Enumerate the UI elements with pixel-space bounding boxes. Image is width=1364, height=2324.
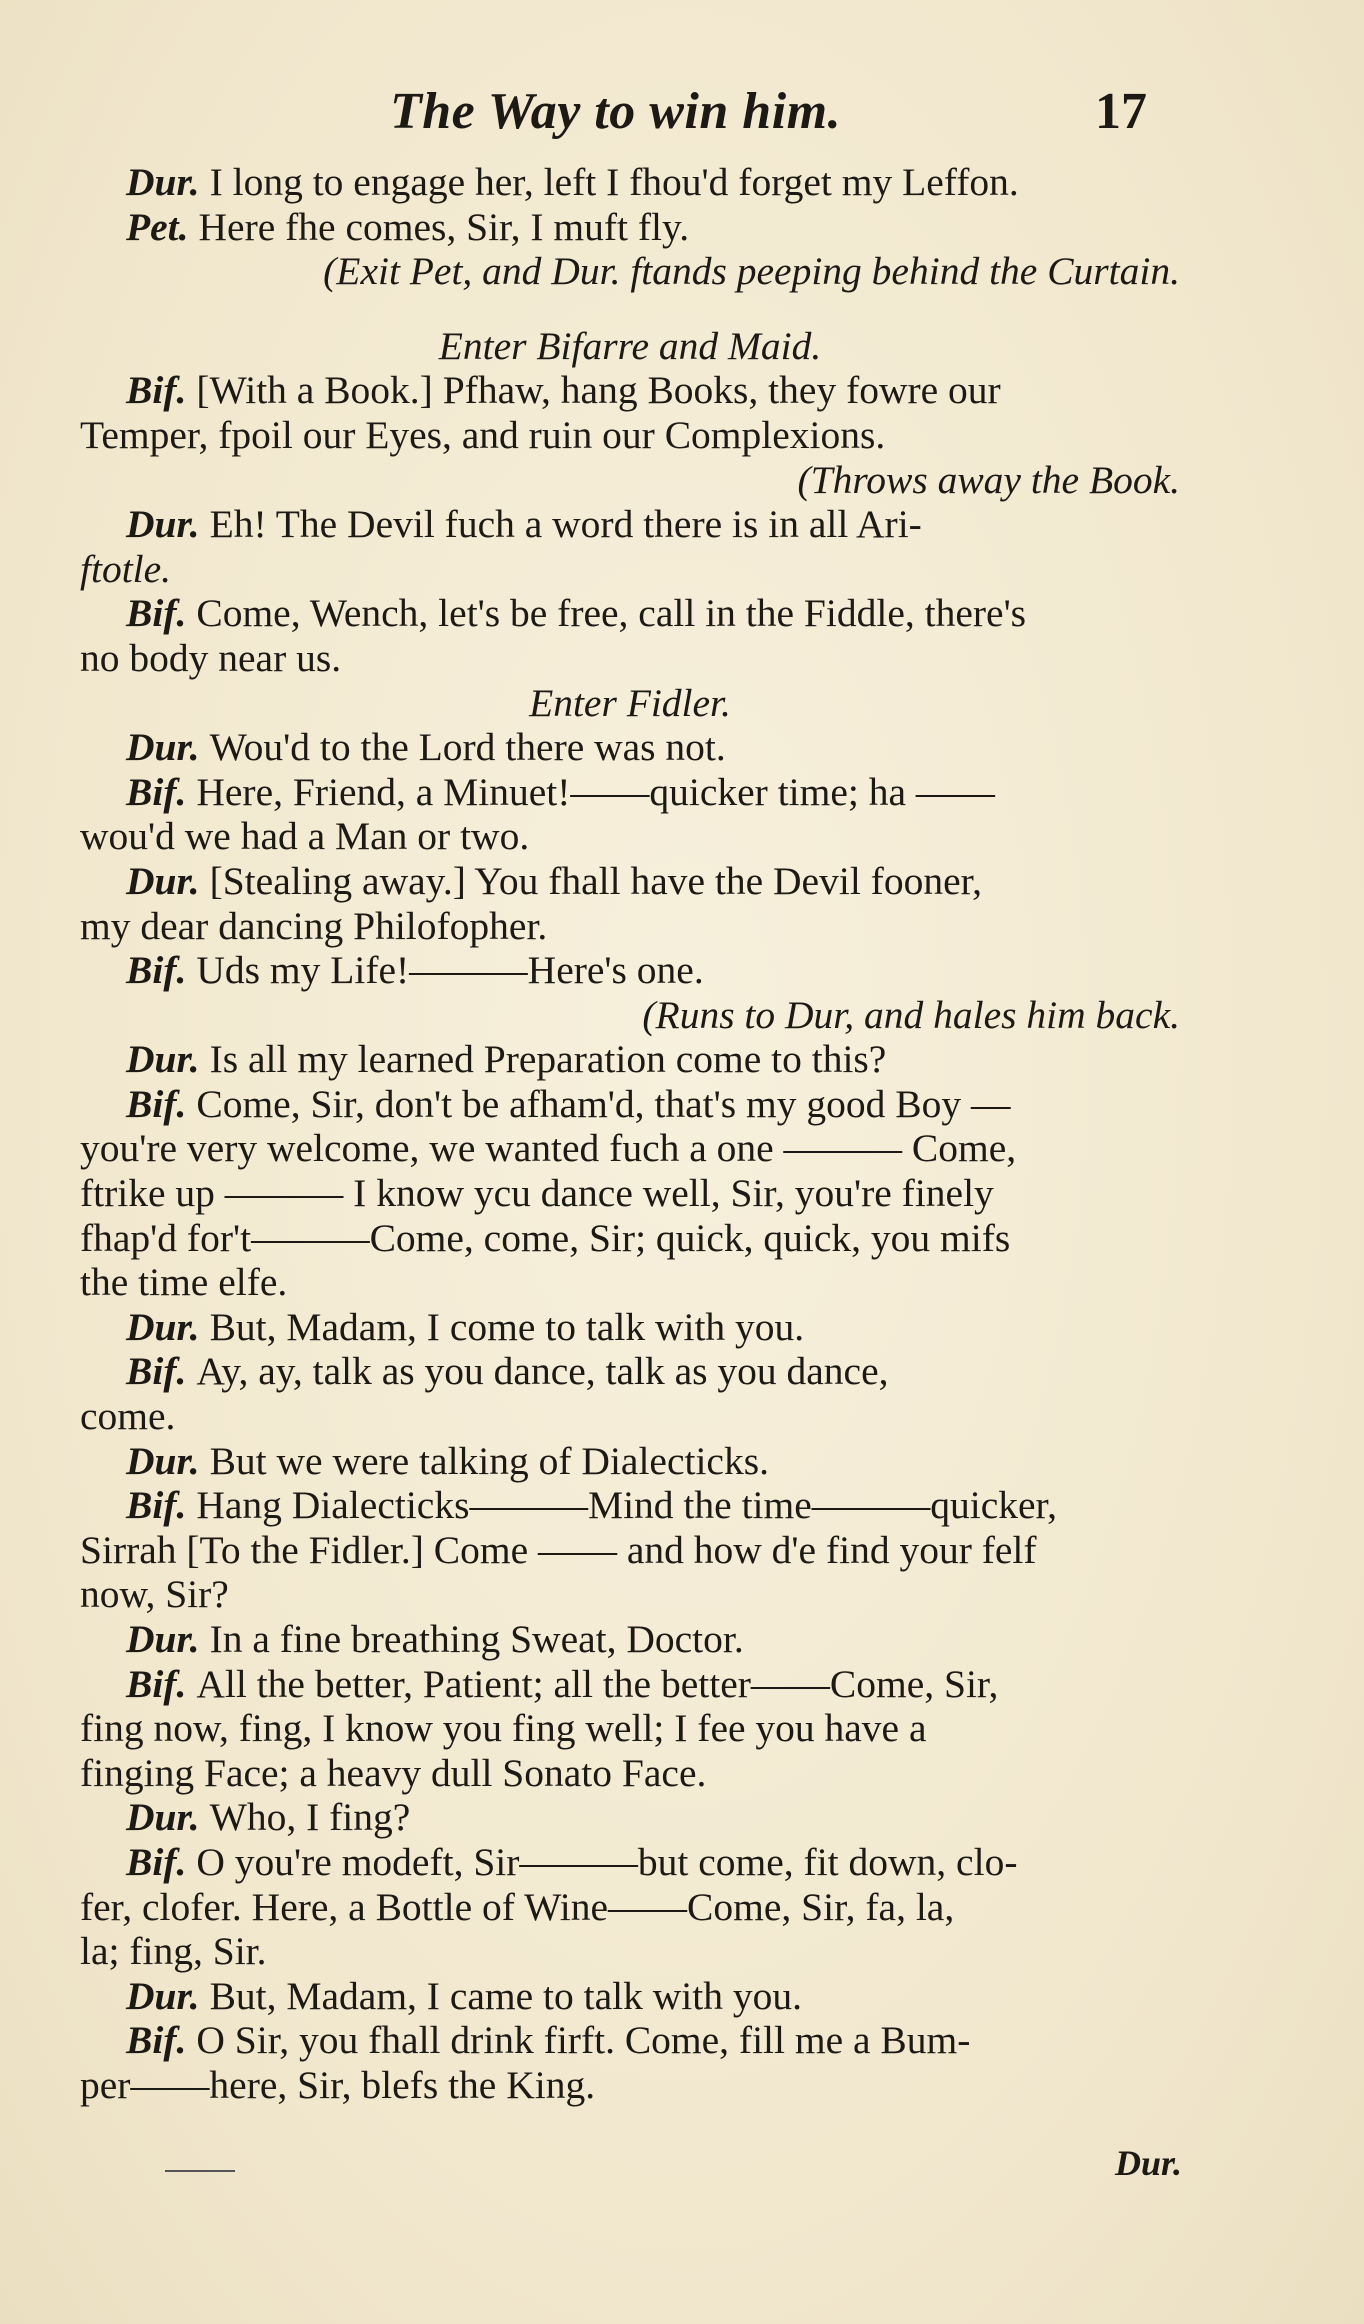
continuation-text: Sirrah [To the Fidler.] Come —— and how d'e find your felf [80,1527,1037,1572]
continuation-text: fhap'd for't———Come, come, Sir; quick, quick, you mifs [80,1215,1011,1260]
continuation-line [80,1751,1180,1796]
speech-line [80,1483,1180,1528]
speaker-name: Bif. [126,1349,187,1394]
speaker-name: Dur. [126,1304,200,1349]
stage-entrance [80,324,1180,369]
speaker-name: Bif. [126,368,187,413]
speech-text: But we were talking of Dialecticks. [209,1438,769,1483]
stage-entrance-text: Enter Fidler. [529,680,731,725]
speech-text: Who, I fing? [209,1795,411,1840]
speaker-name: Dur. [126,1037,200,1082]
speaker-name: Bif. [126,591,187,636]
speech-line [80,859,1180,904]
speech-text: I long to engage her, left I fhou'd forget my Leffon. [209,160,1019,204]
speech-text: Here, Friend, a Minuet!——quicker time; ha —— [196,769,995,814]
speech-text: Eh! The Devil fuch a word there is in all Ari- [209,502,922,547]
speech-line [80,1349,1180,1394]
speaker-name: Dur. [126,858,200,903]
speech-line [80,1305,1180,1350]
speech-text: Come, Sir, don't be afham'd, that's my good Boy — [196,1081,1011,1126]
speech-line [80,1082,1180,1127]
speech-text: Here fhe comes, Sir, I muft fly. [198,204,690,249]
speech-line [80,948,1180,993]
continuation-line [80,1260,1180,1305]
speech-text: But, Madam, I come to talk with you. [209,1304,805,1349]
continuation-text: finging Face; a heavy dull Sonato Face. [80,1750,707,1795]
stage-direction-text: (Throws away the Book. [797,457,1180,502]
speech-line [80,502,1180,547]
stage-entrance [80,681,1180,726]
speech-line [80,770,1180,815]
speaker-name: Bif. [126,1483,187,1528]
speaker-name: Bif. [126,948,187,993]
stage-direction [80,993,1180,1038]
speech-text: [Stealing away.] You fhall have the Devil fooner, [209,858,983,903]
speaker-name: Dur. [126,1617,200,1661]
play-text [80,160,1180,2108]
speech-text: But, Madam, I came to talk with you. [209,1973,802,2018]
speech-line [80,368,1180,413]
continuation-line [80,1885,1180,1930]
continuation-line [80,1572,1180,1617]
continuation-line [80,413,1180,458]
continuation-line [80,814,1180,859]
continuation-line [80,1706,1180,1751]
continuation-text: my dear dancing Philofopher. [80,903,548,948]
page-number: 17 [1095,83,1147,140]
continuation-text: fer, clofer. Here, a Bottle of Wine——Come, Sir, fa, la, [80,1884,955,1929]
speech-text: Ay, ay, talk as you dance, talk as you dance, [196,1349,889,1394]
stage-entrance-text: Enter Bifarre and Maid. [438,323,822,368]
continuation-line [80,1528,1180,1573]
speech-line [80,1974,1180,2019]
catchword-rule [165,2170,235,2172]
continuation-line [80,1126,1180,1171]
stage-direction [80,249,1180,294]
speech-text: In a fine breathing Sweat, Doctor. [209,1617,744,1661]
speaker-name: Bif. [126,1839,187,1884]
continuation-line [80,547,1180,592]
continuation-line [80,1216,1180,1261]
speech-text: Come, Wench, let's be free, call in the Fiddle, there's [196,591,1027,636]
stage-direction-text: (Exit Pet, and Dur. ftands peeping behind the Curtain. [323,249,1180,294]
speech-text: Uds my Life!———Here's one. [196,948,704,993]
page-header [80,82,1180,152]
speaker-name: Dur. [126,1973,200,2018]
speaker-name: Dur. [126,502,200,547]
speech-line [80,591,1180,636]
speech-line [80,1840,1180,1885]
speech-text: Wou'd to the Lord there was not. [209,725,726,770]
stage-direction-text: (Runs to Dur, and hales him back. [642,992,1180,1037]
continuation-text: la; fing, Sir. [80,1929,267,1974]
continuation-text: wou'd we had a Man or two. [80,814,530,859]
continuation-line [80,904,1180,949]
speech-text: Is all my learned Preparation come to this? [209,1037,887,1082]
continuation-text: Temper, fpoil our Eyes, and ruin our Complexions. [80,412,886,457]
speech-line [80,725,1180,770]
speech-text: Hang Dialecticks———Mind the time———quicker, [196,1483,1058,1528]
speaker-name: Dur. [126,1795,200,1840]
continuation-text: ftotle. [80,546,172,591]
continuation-line [80,1171,1180,1216]
speaker-name: Dur. [126,1438,200,1483]
speech-text: [With a Book.] Pfhaw, hang Books, they fowre our [196,368,1001,413]
catchword: Dur. [1115,2143,1183,2183]
speech-line [80,1617,1180,1662]
speaker-name: Pet. [126,204,189,249]
continuation-line [80,636,1180,681]
continuation-line [80,1929,1180,1974]
continuation-text: fing now, fing, I know you fing well; I fee you have a [80,1706,927,1751]
continuation-text: no body near us. [80,635,342,680]
continuation-text: come. [80,1394,176,1439]
continuation-text: you're very welcome, we wanted fuch a one ——— Come, [80,1126,1017,1171]
speaker-name: Bif. [126,1661,187,1706]
continuation-text: now, Sir? [80,1572,229,1617]
speech-line [80,160,1180,205]
continuation-line [80,1394,1180,1439]
speech-text: O you're modeft, Sir———but come, fit down, clo- [196,1839,1018,1884]
continuation-text: per——here, Sir, blefs the King. [80,2062,596,2107]
speech-line [80,205,1180,250]
speaker-name: Bif. [126,769,187,814]
continuation-text: ftrike up ——— I know ycu dance well, Sir, you're finely [80,1171,994,1216]
speech-line [80,2018,1180,2063]
speaker-name: Dur. [126,160,200,204]
running-title: The Way to win him. [390,83,842,140]
speaker-name: Dur. [126,725,200,770]
speech-line [80,1037,1180,1082]
speech-line [80,1439,1180,1484]
speaker-name: Bif. [126,1081,187,1126]
stage-direction [80,458,1180,503]
continuation-text: the time elfe. [80,1260,288,1305]
speech-text: All the better, Patient; all the better——Come, Sir, [196,1661,999,1706]
speaker-name: Bif. [126,2018,187,2063]
blank-line [80,294,1180,324]
speech-text: O Sir, you fhall drink firft. Come, fill me a Bum- [196,2018,971,2063]
continuation-line [80,2063,1180,2108]
speech-line [80,1662,1180,1707]
speech-line [80,1795,1180,1840]
